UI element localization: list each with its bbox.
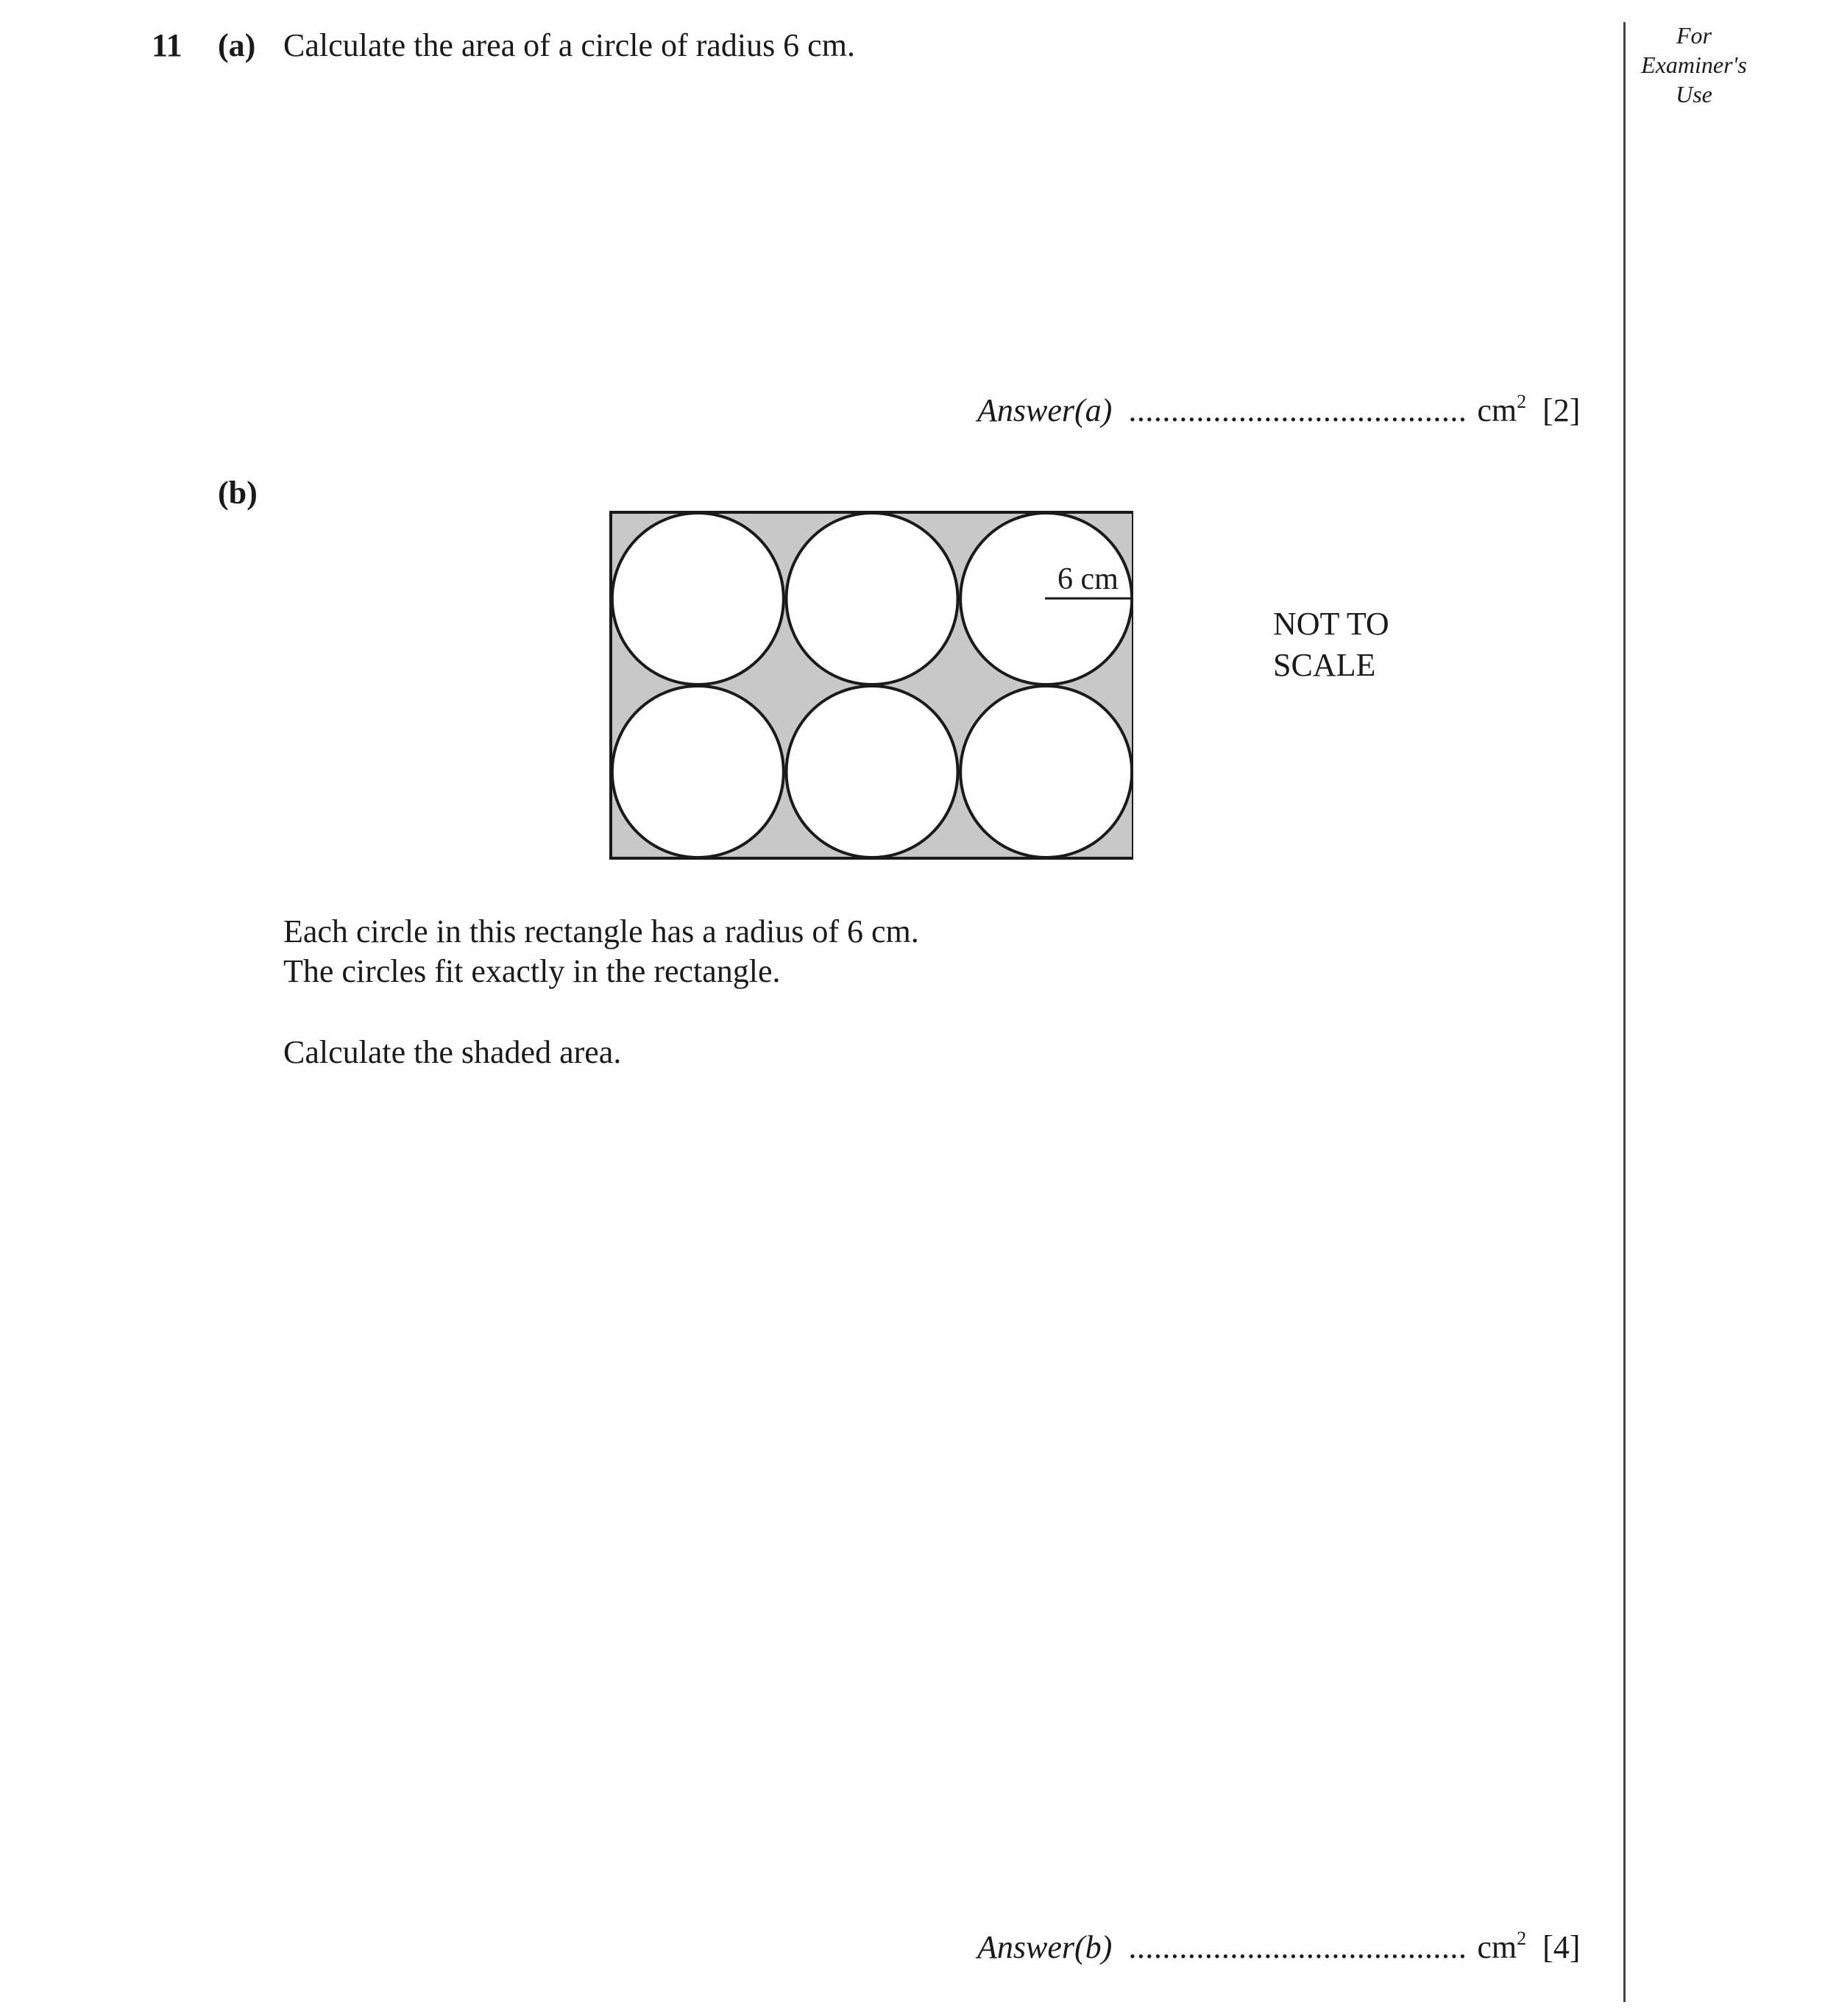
circle-r1-c1 — [612, 513, 784, 685]
circle-r2-c3 — [960, 686, 1132, 857]
part-b-line-2: The circles fit exactly in the rectangle. — [283, 953, 781, 989]
answer-a-field[interactable]: ........................................ — [1128, 392, 1467, 428]
answer-a-row — [977, 392, 1580, 429]
examiner-line-3: Use — [1676, 81, 1712, 107]
examiner-use-box — [1635, 21, 1753, 109]
not-to-scale-note — [1273, 604, 1389, 686]
part-b-label: (b) — [218, 475, 258, 511]
circle-r2-c1 — [612, 686, 784, 857]
part-a-question: Calculate the area of a circle of radius 6 cm. — [283, 27, 855, 63]
not-to-scale-line-1: NOT TO — [1273, 606, 1389, 642]
circle-group — [612, 513, 1132, 857]
answer-b-row — [977, 1928, 1580, 1966]
answer-b-unit-power: 2 — [1517, 1928, 1527, 1949]
answer-b-label: Answer(b) — [977, 1929, 1113, 1965]
part-b-line-1: Each circle in this rectangle has a radius of 6 cm. — [283, 913, 919, 949]
answer-b-field[interactable]: ........................................ — [1128, 1929, 1467, 1965]
answer-a-label: Answer(a) — [977, 392, 1113, 428]
radius-label: 6 cm — [1057, 562, 1119, 596]
answer-a-unit: cm — [1477, 392, 1517, 428]
question-number: 11 — [152, 27, 182, 63]
answer-b-marks: [4] — [1542, 1929, 1581, 1965]
part-a-label: (a) — [218, 27, 256, 63]
answer-a-unit-power: 2 — [1517, 391, 1527, 412]
part-b-instruction: Calculate the shaded area. — [283, 1034, 622, 1070]
examiner-line-1: For — [1676, 22, 1712, 49]
answer-a-marks: [2] — [1542, 392, 1581, 428]
not-to-scale-line-2: SCALE — [1273, 647, 1376, 683]
answer-b-unit: cm — [1477, 1929, 1517, 1965]
examiner-margin-line — [1623, 22, 1626, 2002]
circle-r1-c2 — [787, 513, 958, 685]
circles-in-rectangle-diagram — [603, 505, 1133, 863]
circle-r2-c2 — [787, 686, 958, 857]
examiner-line-2: Examiner's — [1641, 52, 1747, 78]
